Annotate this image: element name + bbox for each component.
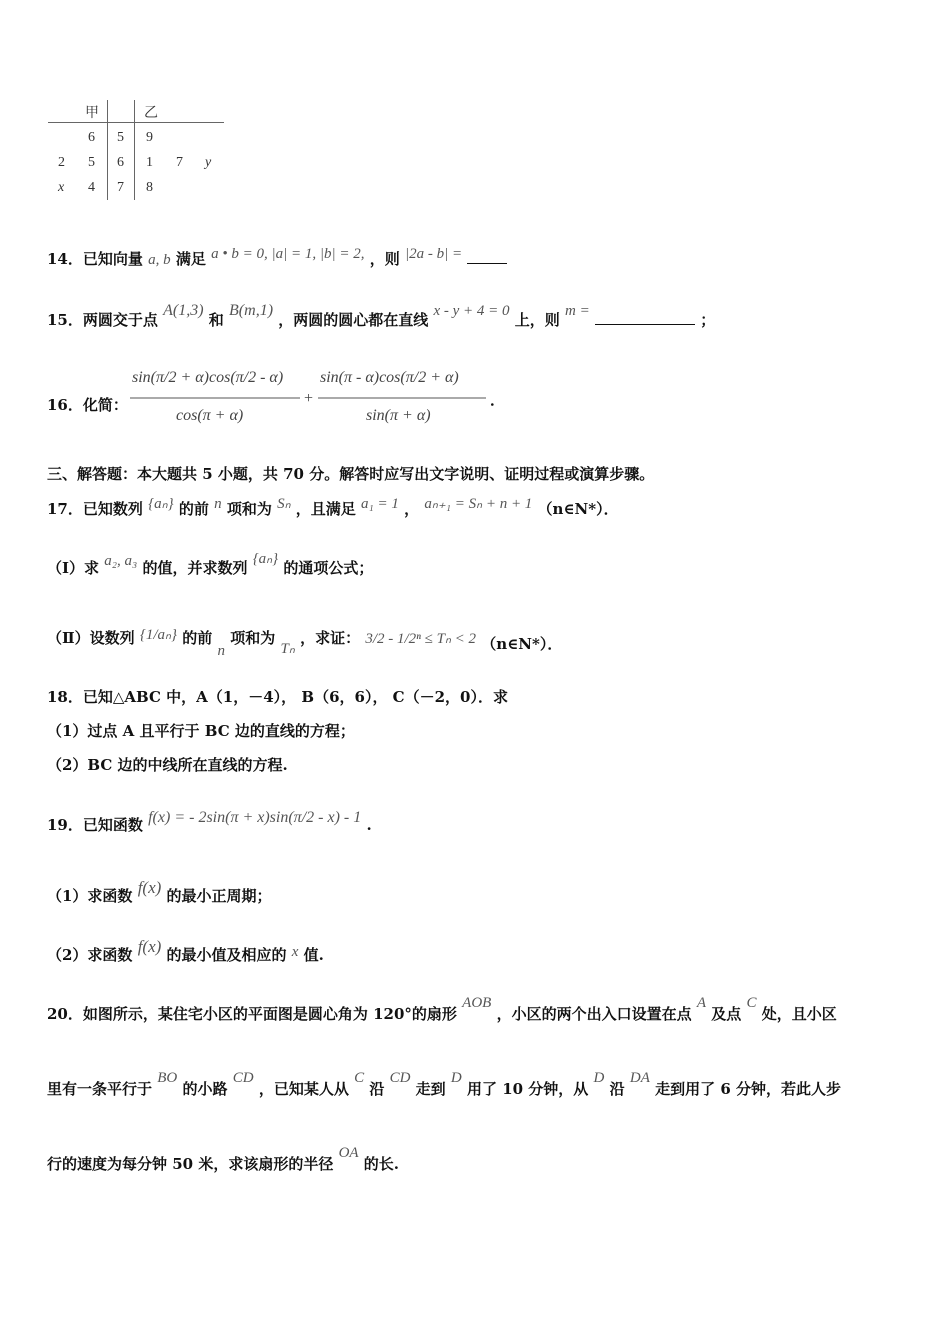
q16-term2-num: sin(π - α)cos(π/2 + α) [320, 369, 459, 386]
q20-l2-h: 走到用了 6 分钟，若此人步 [655, 1080, 841, 1098]
q19-p1-end: 的最小正周期； [166, 887, 272, 905]
section-3-heading: 三、解答题：本大题共 5 小题，共 70 分。解答时应写出文字说明、证明过程或演算步骤。 [47, 465, 655, 483]
q19-p1-label: （1）求函数 [47, 887, 133, 905]
q20-l2-g: 沿 [609, 1080, 625, 1098]
q17-p2-sequence: {1/aₙ} [139, 627, 178, 643]
leaf-right-r2-c3: y [205, 155, 212, 170]
q20-A: A [696, 995, 706, 1011]
q14-vectors: a, b [148, 252, 171, 268]
q20-l3-b: 的长. [363, 1155, 400, 1173]
q15-point-a: A(1,3) [163, 302, 204, 319]
q19-p2-end: 值. [303, 946, 324, 964]
question-19 [47, 809, 372, 835]
question-17 [47, 498, 619, 519]
q20-l2-e: 走到 [415, 1080, 446, 1098]
q20-l1-b: ，小区的两个出入口设置在点 [496, 1005, 692, 1023]
q20-l1-d: 处，且小区 [761, 1005, 837, 1023]
leaf-right-r2-c1: 1 [146, 155, 153, 170]
table-left-divider [107, 100, 108, 200]
q16-plus: + [304, 390, 314, 407]
q19-end: . [366, 816, 372, 834]
q19-part-1 [47, 878, 272, 906]
q17-sequence: {aₙ} [148, 496, 174, 512]
q15-point-b: B(m,1) [229, 302, 274, 319]
q17-text-3: ，且满足 [295, 500, 356, 518]
q20-l2-a: 里有一条平行于 [47, 1080, 153, 1098]
question-16-label [47, 394, 128, 415]
leaf-left-r3-c2: 4 [88, 180, 95, 195]
q18-line-3: （2）BC 边的中线所在直线的方程. [47, 756, 288, 774]
q17-p1-text: 的值，并求数列 [142, 559, 248, 577]
leaf-left-r2-c1: 2 [58, 155, 65, 170]
stem-r1: 5 [117, 130, 124, 145]
q20-line-3 [47, 1145, 400, 1174]
q19-number: 19．已知函数 [47, 816, 143, 834]
leaf-right-r1-c1: 9 [146, 130, 153, 145]
q20-l2-f: 用了 10 分钟，从 [466, 1080, 589, 1098]
q17-p2-T: Tₙ [280, 641, 295, 657]
q15-answer-blank [595, 324, 695, 325]
q17-p2-label: （Ⅱ）设数列 [47, 629, 135, 647]
q17-p2-text-1: 的前 [182, 629, 213, 647]
q17-sum: Sₙ [277, 496, 291, 512]
q20-l1-a: 20．如图所示，某住宅小区的平面图是圆心角为 120°的扇形 [47, 1005, 457, 1023]
q16-term1-num: sin(π/2 + α)cos(π/2 - α) [132, 369, 284, 386]
table-header-divider [48, 122, 224, 123]
q16-end: ． [490, 393, 506, 409]
q14-then: ，则 [369, 250, 400, 268]
stem-header-left: 甲 [85, 106, 99, 121]
q20-line-2 [47, 1070, 841, 1099]
q17-p1-vars: a₂, a₃ [104, 553, 138, 569]
q14-condition: a • b = 0, |a| = 1, |b| = 2, [211, 246, 365, 262]
q17-p2-n: n [217, 643, 226, 659]
q17-condition-2: aₙ₊₁ = Sₙ + n + 1 [424, 496, 533, 512]
q20-OA: OA [338, 1145, 359, 1161]
q20-DA: DA [629, 1070, 650, 1086]
question-14 [47, 248, 507, 269]
q17-p2-text-3: ，求证： [300, 629, 361, 647]
q20-BO: BO [157, 1070, 178, 1086]
q19-function: f(x) = - 2sin(π + x)sin(π/2 - x) - 1 [148, 809, 362, 826]
q19-p2-x: x [291, 944, 299, 960]
q20-CD-2: CD [389, 1070, 411, 1086]
question-15 [47, 302, 716, 330]
stem-header-right: 乙 [144, 106, 158, 121]
q20-AOB: AOB [462, 995, 492, 1011]
q15-text: ，两圆的圆心都在直线 [278, 311, 429, 329]
q20-l3-a: 行的速度为每分钟 50 米，求该扇形的半径 [47, 1155, 334, 1173]
q20-C: C [746, 995, 757, 1011]
q20-l2-d: 沿 [369, 1080, 385, 1098]
q16-expression [128, 355, 508, 430]
q17-p1-sequence: {aₙ} [252, 551, 279, 567]
q17-p1-label: （Ⅰ）求 [47, 559, 100, 577]
q17-part-2 [47, 627, 563, 659]
q14-answer-blank [467, 263, 507, 264]
q15-number: 15．两圆交于点 [47, 311, 158, 329]
q19-p2-function: f(x) [137, 937, 162, 956]
stem-r2: 6 [117, 155, 124, 170]
q16-term1-den: cos(π + α) [176, 407, 244, 424]
q17-number: 17．已知数列 [47, 500, 143, 518]
q20-CD: CD [232, 1070, 254, 1086]
q17-part-1 [47, 551, 374, 578]
q19-p1-function: f(x) [137, 878, 162, 897]
q17-comma: ， [404, 500, 420, 518]
leaf-left-r3-c1: x [58, 180, 65, 195]
q17-domain: （n∈N*）． [537, 500, 619, 518]
q15-end: ； [700, 311, 716, 329]
q19-p2-middle: 的最小值及相应的 [166, 946, 287, 964]
q17-text-1: 的前 [178, 500, 209, 518]
q14-number: 14．已知向量 [47, 250, 143, 268]
q20-l2-b: 的小路 [182, 1080, 228, 1098]
q14-text: 满足 [175, 250, 206, 268]
q14-expression: |2a - b| = [404, 246, 463, 262]
q16-number: 16．化简： [47, 396, 128, 414]
q19-part-2 [47, 937, 324, 965]
q17-text-2: 项和为 [226, 500, 272, 518]
q17-condition-1: a₁ = 1 [361, 496, 399, 512]
q17-p1-end: 的通项公式； [283, 559, 374, 577]
leaf-left-r1-c1: 6 [88, 130, 95, 145]
q15-then: 上，则 [514, 311, 560, 329]
q15-line: x - y + 4 = 0 [433, 303, 510, 319]
q20-l1-c: 及点 [711, 1005, 742, 1023]
q18-line-2: （1）过点 A 且平行于 BC 边的直线的方程； [47, 722, 355, 740]
q20-line-1 [47, 995, 837, 1024]
q20-C-2: C [354, 1070, 365, 1086]
q16-term2-den: sin(π + α) [366, 407, 431, 424]
q15-and: 和 [208, 311, 224, 329]
stem-r3: 7 [117, 180, 124, 195]
q20-D: D [450, 1070, 462, 1086]
q20-D-2: D [593, 1070, 605, 1086]
q17-p2-domain: （n∈N*）． [481, 635, 563, 653]
q20-l2-c: ，已知某人从 [258, 1080, 349, 1098]
leaf-right-r3-c1: 8 [146, 180, 153, 195]
q15-m: m = [565, 303, 590, 319]
table-right-divider [134, 100, 135, 200]
q18-line-1: 18．已知△ABC 中，A（1，－4）， B（6，6）， C（－2，0）．求 [47, 688, 508, 706]
q19-p2-label: （2）求函数 [47, 946, 133, 964]
leaf-left-r2-c2: 5 [88, 155, 95, 170]
q17-p2-text-2: 项和为 [230, 629, 276, 647]
q17-p2-inequality: 3/2 - 1/2ⁿ ≤ Tₙ < 2 [365, 631, 477, 647]
leaf-right-r2-c2: 7 [176, 155, 183, 170]
q17-n: n [214, 496, 222, 512]
